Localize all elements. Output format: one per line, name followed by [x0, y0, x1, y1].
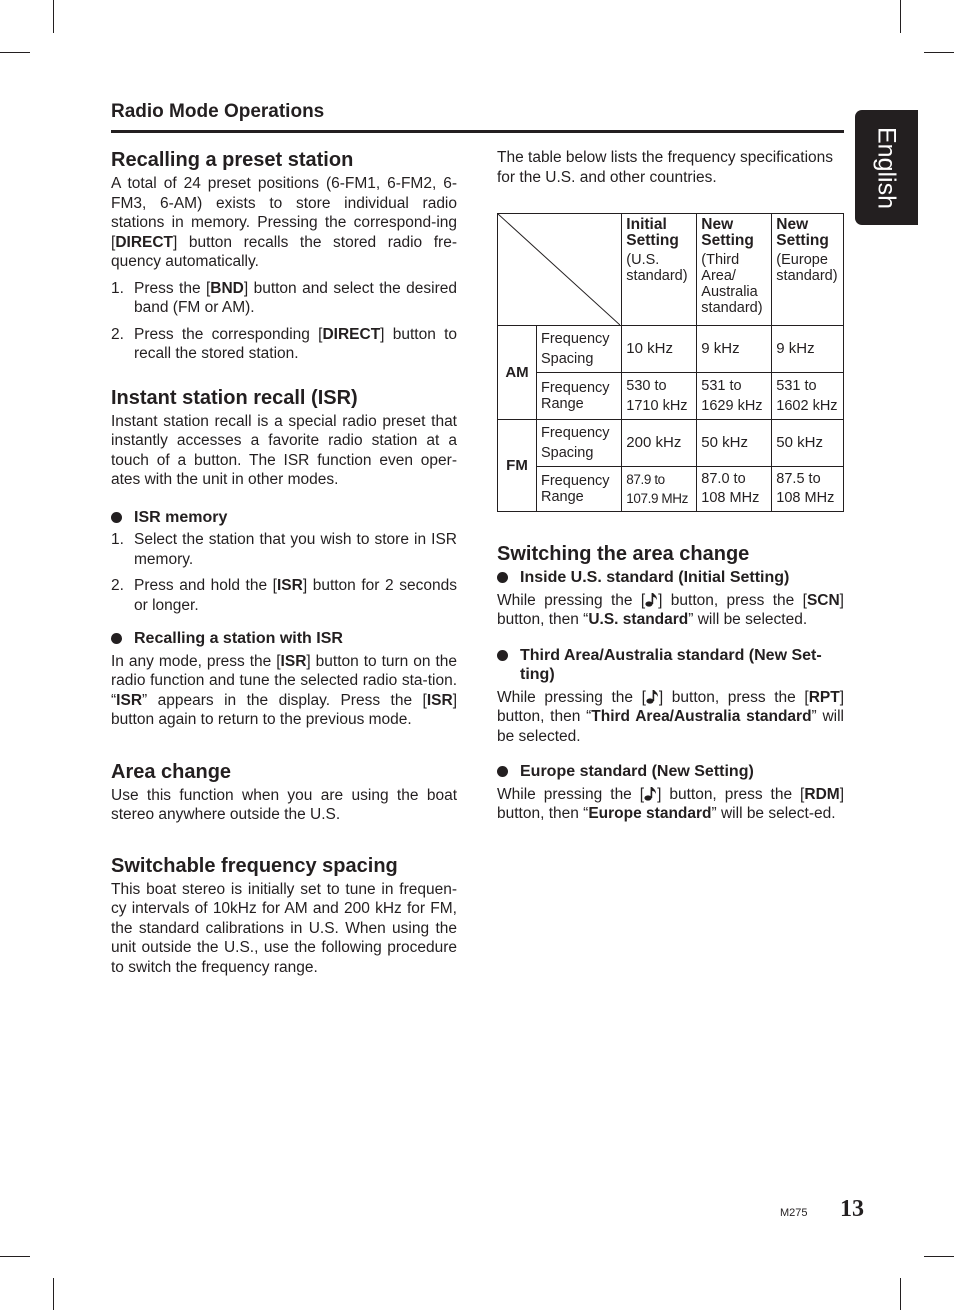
isr-recall-text: In any mode, press the [ISR] button to turn on the radio function and tune the selected radio sta-tion. “ISR” appears in the display. Press the [ISR] button again to return to the previous mode.: [111, 652, 457, 728]
table-header-cell: New Setting (Third Area/ Australia standard): [697, 214, 772, 326]
crop-mark: [900, 1278, 901, 1310]
page-number: 13: [840, 1196, 864, 1222]
diagonal-line: [498, 214, 620, 325]
switch-item-text: While pressing the [ ] button, press the [RDM] button, then “Europe standard” will be select-ed.: [497, 785, 844, 822]
table-cell: 50 kHz: [772, 420, 844, 467]
table-cell: 531 to 1602 kHz: [772, 373, 844, 420]
table-cell: 87.5 to 108 MHz: [772, 467, 844, 512]
crop-mark: [53, 0, 54, 33]
music-note-icon: [645, 592, 658, 607]
preset-heading: Recalling a preset station: [111, 149, 354, 171]
switch-item-label: Inside U.S. standard (Initial Setting): [497, 568, 844, 588]
spacing-text: This boat stereo is initially set to tune in frequen-cy intervals of 10kHz for AM and 200 kHz for FM, the standard calibrations in U.S. When using the unit outside the U.S., use the following procedure to switch the frequency range.: [111, 880, 457, 976]
table-header-cell: New Setting (Europe standard): [772, 214, 844, 326]
switch-item-label: Third Area/Australia standard (New Set-ting): [497, 646, 844, 685]
frequency-table: [497, 213, 844, 512]
section-title: Radio Mode Operations: [111, 101, 325, 122]
preset-steps: [111, 279, 457, 364]
bullet-icon: [497, 572, 508, 583]
crop-mark: [0, 52, 30, 53]
isr-heading: Instant station recall (ISR): [111, 386, 358, 409]
header-rule: [111, 130, 844, 133]
list-item: 2. Press the corresponding [DIRECT] button to recall the stored station.: [111, 325, 457, 362]
language-tab: [855, 110, 918, 225]
table-cell: 200 kHz: [622, 420, 697, 467]
table-cell: 530 to 1710 kHz: [622, 373, 697, 420]
list-item: 1. Press the [BND] button and select the desired band (FM or AM).: [111, 279, 458, 316]
bullet-icon: [497, 650, 508, 661]
switch-item-label: Europe standard (New Setting): [497, 762, 844, 782]
isr-intro: Instant station recall is a special radio preset that instantly accesses a favorite radio station at a touch of a button. The ISR function even oper-ates with the unit in other modes.: [111, 412, 457, 488]
row-label: Frequency Range: [537, 467, 622, 512]
area-heading: Area change: [111, 760, 232, 783]
table-header-cell: Initial Setting (U.S. standard): [622, 214, 697, 326]
isr-recall-label: Recalling a station with ISR: [111, 629, 457, 649]
table-cell: 87.0 to 108 MHz: [697, 467, 772, 512]
table-cell: 9 kHz: [772, 326, 844, 373]
music-note-icon: [646, 689, 659, 704]
switch-item-text: While pressing the [ ] button, press the [SCN] button, then “U.S. standard” will be selected.: [497, 591, 844, 628]
table-corner-cell: [498, 214, 622, 326]
bullet-icon: [111, 633, 122, 644]
crop-mark: [924, 52, 954, 53]
music-note-icon: [644, 786, 657, 801]
area-text: Use this function when you are using the boat stereo anywhere outside the U.S.: [111, 786, 457, 823]
isr-memory-label: ISR memory: [111, 508, 457, 528]
table-cell: 9 kHz: [697, 326, 772, 373]
bullet-icon: [497, 766, 508, 777]
model-code: M275: [780, 1207, 808, 1219]
band-label-fm: FM: [498, 420, 537, 512]
crop-mark: [900, 0, 901, 33]
left-column: [111, 148, 457, 977]
table-cell: 50 kHz: [697, 420, 772, 467]
preset-intro: A total of 24 preset positions (6-FM1, 6-FM2, 6-FM3, 6-AM) exists to store individual radio stations in memory. Pressing the correspond-ing [DIRECT] button recalls the stored radio fre-quency automatically.: [111, 175, 457, 270]
row-label: Frequency Spacing: [537, 326, 622, 373]
row-label: Frequency Range: [537, 373, 622, 420]
list-item: 1. Select the station that you wish to store in ISR memory.: [111, 531, 457, 568]
switch-heading: Switching the area change: [497, 543, 750, 565]
table-cell: 10 kHz: [622, 326, 697, 373]
row-label: Frequency Spacing: [537, 420, 622, 467]
list-item: 2. Press and hold the [ISR] button for 2 seconds or longer.: [111, 577, 457, 614]
table-cell: 531 to 1629 kHz: [697, 373, 772, 420]
right-column: [497, 148, 844, 824]
bullet-icon: [111, 512, 122, 523]
spacing-heading: Switchable frequency spacing: [111, 854, 398, 877]
crop-mark: [0, 1256, 30, 1257]
crop-mark: [53, 1278, 54, 1310]
isr-memory-steps: [111, 530, 457, 615]
table-intro: The table below lists the frequency specifications for the U.S. and other countries.: [497, 149, 834, 186]
table-cell: 87.9 to 107.9 MHz: [622, 467, 697, 512]
crop-mark: [924, 1256, 954, 1257]
band-label-am: AM: [498, 326, 537, 420]
switch-item-text: While pressing the [ ] button, press the [RPT] button, then “Third Area/Australia standard” will be selected.: [497, 688, 845, 745]
language-tab-label: English: [872, 127, 901, 209]
